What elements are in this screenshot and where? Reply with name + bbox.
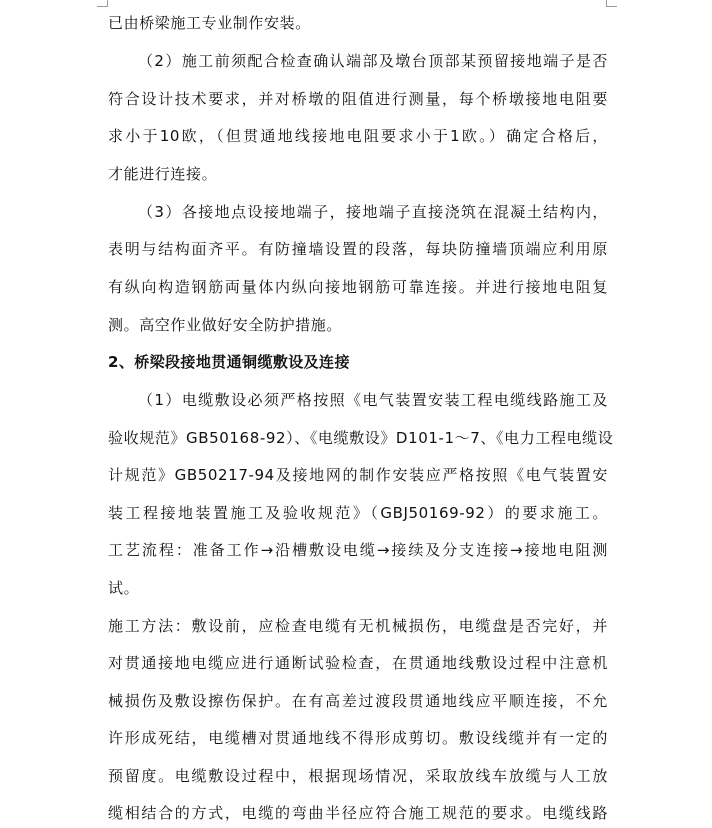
text-line: 试。 (108, 579, 140, 597)
text-line: 求小于10欧，（但贯通地线接地电阻要求小于1欧。）确定合格后， (108, 127, 608, 145)
text-line: （1）电缆敷设必须严格按照《电气装置安装工程电缆线路施工及 (138, 391, 608, 409)
text-line: 表明与结构面齐平。有防撞墙设置的段落，每块防撞墙顶端应利用原 (108, 240, 608, 258)
text-line: 预留度。电缆敷设过程中，根据现场情况，采取放线车放缆与人工放 (108, 767, 608, 785)
text-line: 计规范》GB50217-94及接地网的制作安装应严格按照《电气装置安 (108, 466, 608, 484)
text-line: 才能进行连接。 (108, 165, 218, 183)
margin-corner-mark-left (97, 0, 108, 7)
text-line: 有纵向构造钢筋両量体内纵向接地钢筋可靠连接。并进行接地电阻复 (108, 278, 608, 296)
section-heading: 2、桥梁段接地贯通铜缆敷设及连接 (108, 353, 350, 371)
text-line: 测。高空作业做好安全防护措施。 (108, 316, 343, 334)
text-line: 工艺流程：准备工作→沿槽敷设电缆→接续及分支连接→接地电阻测 (108, 541, 608, 559)
text-line: 许形成死结，电缆槽对贯通地线不得形成剪切。敷设线缆并有一定的 (108, 729, 608, 747)
text-line: 械损伤及敷设擦伤保护。在有高差过渡段贯通地线应平顺连接，不允 (108, 692, 608, 710)
text-line: 缆相结合的方式，电缆的弯曲半径应符合施工规范的要求。电缆线路 (108, 804, 608, 822)
text-line: 施工方法：敷设前，应检查电缆有无机械损伤，电缆盘是否完好，并 (108, 617, 608, 635)
margin-corner-mark-right (606, 0, 617, 7)
text-line: 装工程接地装置施工及验收规范》（GBJ50169-92）的要求施工。 (108, 504, 608, 522)
text-line: 对贯通接地电缆应进行通断试验检查，在贯通地线敷设过程中注意机 (108, 654, 608, 672)
text-line: （2）施工前须配合检查确认端部及墩台顶部某预留接地端子是否 (138, 52, 608, 70)
text-line: 验收规范》GB50168-92）、《电缆敷设》D101-1～7、《电力工程电缆设 (108, 429, 614, 447)
text-line: （3）各接地点设接地端子，接地端子直接浇筑在混凝土结构内， (138, 203, 608, 221)
text-line: 已由桥梁施工专业制作安装。 (108, 14, 311, 32)
text-line: 符合设计技术要求，并对桥墩的阻值进行测量，每个桥墩接地电阻要 (108, 90, 608, 108)
